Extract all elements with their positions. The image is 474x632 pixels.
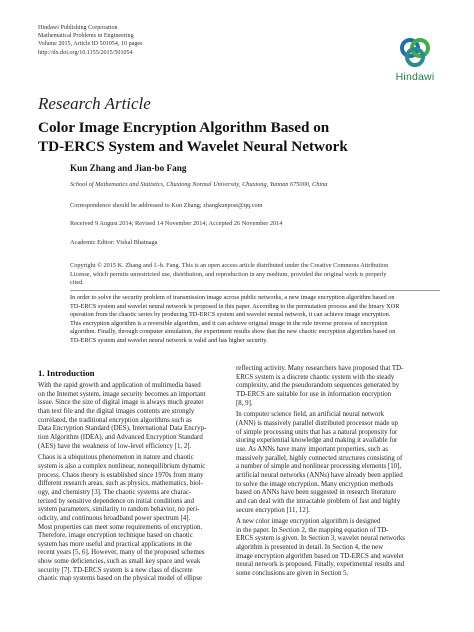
abstract-divider: [70, 290, 440, 291]
body-line: recent years [5, 6]. However, many of the proposed schemes: [38, 549, 205, 557]
body-line: ogy, and chemistry [3]. The chaotic systems are charac-: [38, 488, 192, 496]
body-line: show some deficiencies, such as small key space and weak: [38, 558, 201, 566]
body-line: of simple processing units that has a natural propensity for: [236, 428, 398, 436]
abstract: [70, 294, 442, 345]
body-line: in the paper. In Section 2, the mapping equation of TD-: [236, 526, 389, 534]
body-line: image encryption algorithm based on TD-ERCS and wavelet: [236, 552, 404, 560]
body-line: on the Internet system, image security becomes an important: [38, 390, 206, 398]
body-line: system has more useful and practical applications in the: [38, 540, 192, 548]
paragraph: [236, 365, 438, 408]
body-line: use. As ANNs have many important properties, such as: [236, 445, 388, 453]
journal-meta: [38, 24, 298, 57]
body-line: massively parallel, highly connected structures consisting of: [236, 454, 403, 462]
body-line: Therefore, image encryption technique based on chaotic: [38, 532, 193, 540]
body-line: reflecting activity. Many researchers have proposed that TD-: [236, 365, 404, 372]
abstract-line: TD-ERCS system and wavelet neural network is proposed in this paper. According to the permutation process and the binary XOR: [70, 302, 400, 310]
body-line: ERCS system is given. In Section 3, wavelet neural networks: [236, 535, 405, 543]
paragraph: [236, 411, 438, 515]
body-line: Most properties can meet some requirements of encryption.: [38, 523, 203, 531]
authors: Kun Zhang and Jian-bo Fang: [70, 163, 187, 173]
body-line: TD-ERCS are suitable for use in information encryption: [236, 390, 392, 398]
dates: Received 9 August 2014; Revised 14 November 2014; Accepted 26 November 2014: [70, 220, 283, 227]
paragraph: [38, 454, 240, 584]
body-line: system is also a complex nonlinear, nonequilibrium dynamic: [38, 462, 206, 470]
body-line: Chaos is a ubiquitous phenomenon in nature and chaotic: [38, 454, 194, 462]
body-line: issue. Since the size of digital image is always much greater: [38, 399, 204, 407]
body-line: ERCS system is a discrete chaotic system with the steady: [236, 373, 395, 381]
title-line: Color Image Encryption Algorithm Based on: [38, 119, 330, 136]
abstract-line: operation from the chaotic series by producing TD-ERCS system and wavelet neural network, it can achieve image encryption.: [70, 311, 391, 318]
affiliation: School of Mathematics and Statistics, Chuxiong Normal University, Chuxiong, Yunnan 675000, China: [70, 181, 328, 188]
body-line: In computer science field, an artificial neural network: [236, 411, 385, 419]
body-line: process. Chaos theory is established since 1970s from many: [38, 471, 204, 479]
body-line: Data Encryption Standard (DES), International Data Encryp-: [38, 425, 207, 433]
abstract-line: This encryption algorithm is a reversible algorithm, and it can achieve original image in the rule inverse process of encryption: [70, 319, 388, 327]
body-line: security [7]. TD-ERCS system is a new class of discrete: [38, 566, 193, 574]
left-column: [38, 382, 240, 584]
abstract-line: TD-ERCS system and wavelet neural network is valid and has higher security.: [70, 336, 268, 344]
body-line: With the rapid growth and application of multimedia based: [38, 382, 201, 389]
body-line: artificial neural networks (ANNs) have already been applied: [236, 471, 403, 479]
paragraph: [236, 518, 438, 579]
body-line: based on ANNs have been suggested in research literature: [236, 489, 396, 497]
body-line: different research areas, such as physics, mathematics, biol-: [38, 480, 203, 488]
copyright-line: License, which permits unrestricted use, distribution, and reproduction in any medium, provided the original work is properly: [70, 270, 387, 278]
body-line: complexity, and the pseudorandom sequences generated by: [236, 382, 400, 390]
body-line: than text file and the digital images contents are strongly: [38, 407, 195, 415]
body-line: terized by sensitive dependence on initial conditions and: [38, 497, 194, 505]
abstract-line: In order to solve the security problem of transmission image across public networks, a new image encryption algorithm based on: [70, 294, 395, 301]
meta-line: Hindawi Publishing Corporation: [38, 25, 118, 31]
body-line: some conclusions are given in Section 5.: [236, 570, 349, 578]
paragraph: [38, 382, 240, 451]
body-line: system parameters, similarity to random behavior, no peri-: [38, 506, 200, 514]
body-line: (ANN) is massively parallel distributed processor made up: [236, 419, 399, 427]
body-line: secure encryption [11, 12].: [236, 506, 310, 514]
body-line: to solve the image encryption. Many encryption methods: [236, 480, 394, 488]
logo-text: Hindawi: [395, 71, 435, 83]
body-line: chaotic map systems based on the physical model of ellipse: [38, 575, 202, 583]
copyright: [70, 262, 440, 288]
body-line: a number of simple and nonlinear processing elements [10],: [236, 463, 402, 471]
correspondence: Correspondence should be addressed to Kun Zhang; zhangkunpost@qq.com: [70, 202, 263, 209]
body-line: storing experiential knowledge and making it available for: [236, 437, 398, 445]
body-line: odicity, and continuous broadband power spectrum [4].: [38, 514, 191, 522]
academic-editor: Academic Editor: Vishal Bhatnaga: [70, 239, 158, 246]
copyright-line: Copyright © 2015 K. Zhang and J.-b. Fang. This is an open access article distributed under the Creative Commons Attribution: [70, 262, 389, 269]
body-line: (AES) have the weakness of low-level efficiency [1, 2].: [38, 442, 192, 450]
abstract-line: algorithm. Finally, through computer simulation, the experiment results show that the new chaotic encryption algorithm based on: [70, 328, 396, 335]
body-line: [8, 9].: [236, 399, 253, 407]
meta-line: Volume 2015, Article ID 501054, 10 pages: [38, 41, 143, 48]
body-line: algorithm is presented in detail. In Section 4, the new: [236, 544, 384, 552]
body-line: neural network is proposed. Finally, experimental results and: [236, 561, 405, 569]
section-heading: 1. Introduction: [38, 368, 95, 378]
article-type: Research Article: [38, 94, 151, 113]
meta-line: Mathematical Problems in Engineering: [38, 33, 134, 40]
right-column: [236, 365, 438, 579]
hindawi-logo[interactable]: [392, 36, 438, 86]
doi-link[interactable]: http://dx.doi.org/10.1155/2015/501054: [38, 49, 133, 56]
body-line: tion Algorithm (IDEA), and Advanced Encryption Standard: [38, 433, 203, 441]
body-line: A new color image encryption algorithm is designed: [236, 518, 381, 526]
hindawi-logo-icon: [398, 36, 432, 70]
copyright-line: cited.: [70, 279, 84, 286]
paper-title: [38, 118, 438, 156]
body-line: correlated, the traditional encryption algorithms such as: [38, 416, 192, 424]
title-line: TD-ERCS System and Wavelet Neural Network: [38, 138, 348, 155]
body-line: and can deal with the intractable problem of fast and highly: [236, 497, 401, 505]
